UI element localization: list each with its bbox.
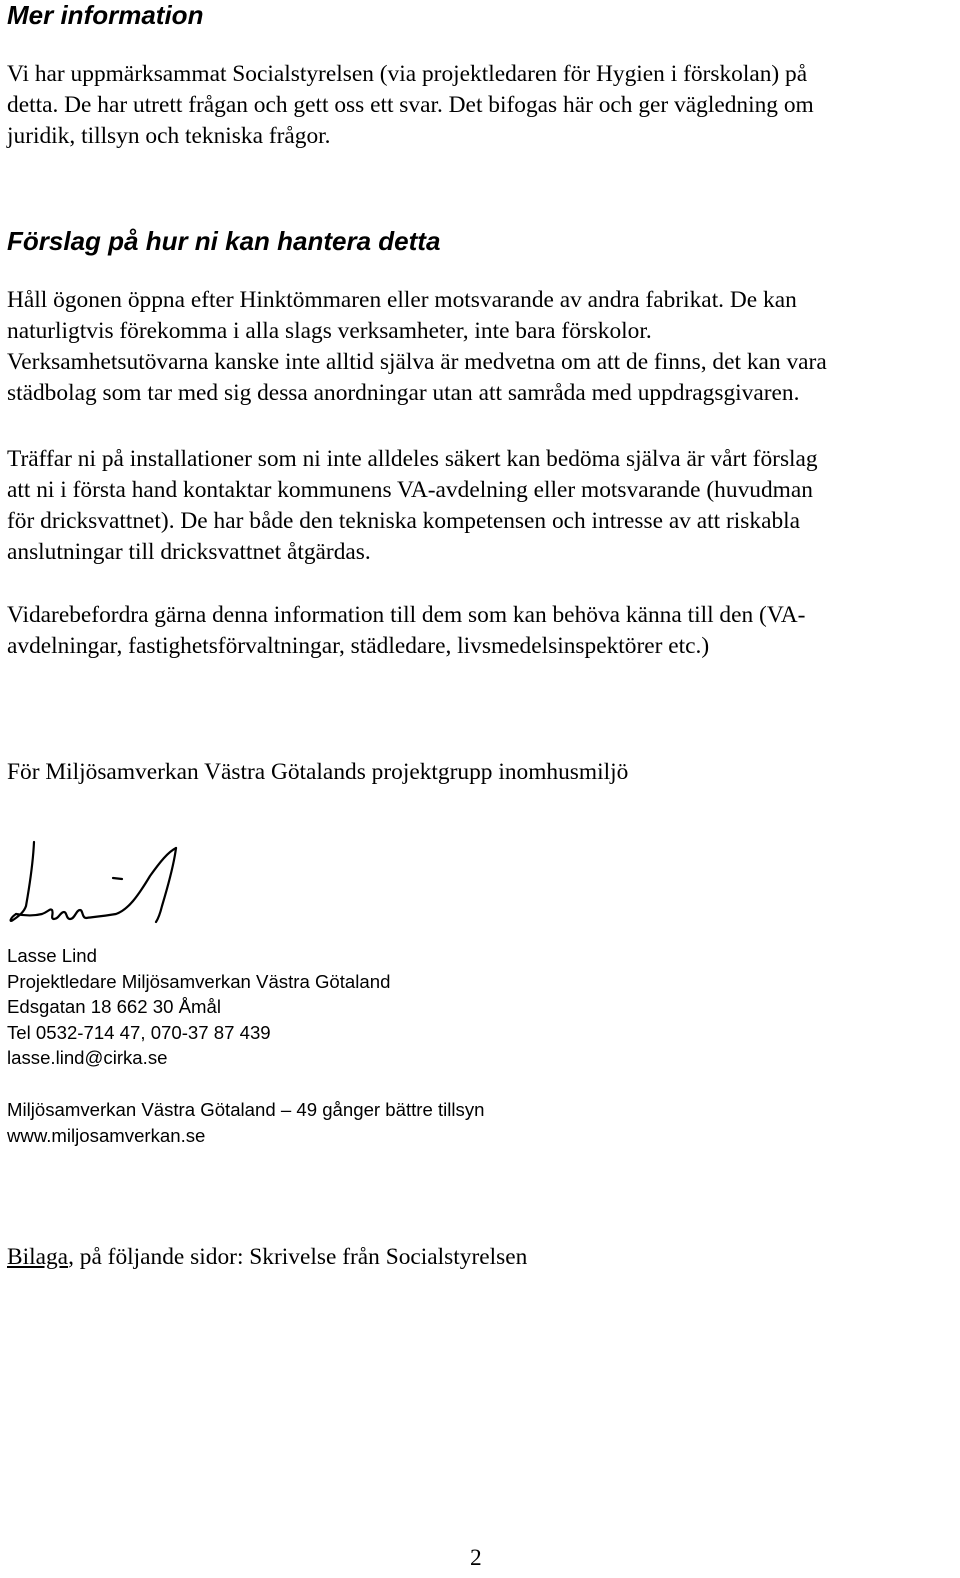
contact-email: lasse.lind@cirka.se — [7, 1047, 168, 1068]
contact-title: Projektledare Miljösamverkan Västra Götaland — [7, 970, 391, 992]
paragraph-line: Träffar ni på installationer som ni inte alldeles säkert kan bedöma själva är vårt förslag — [7, 446, 818, 472]
proposal-paragraph-3 — [7, 600, 957, 662]
paragraph-line: Vi har uppmärksammat Socialstyrelsen (via projektledaren för Hygien i förskolan) på — [7, 61, 808, 87]
attachment-description: , på följande sidor: Skrivelse från Socialstyrelsen — [68, 1244, 528, 1270]
paragraph-line: detta. De har utrett frågan och gett oss ett svar. Det bifogas här och ger vägledning om — [7, 92, 814, 118]
proposal-paragraph-2 — [7, 444, 957, 568]
paragraph-line: juridik, tillsyn och tekniska frågor. — [7, 123, 331, 149]
paragraph-line: naturligtvis förekomma i alla slags verksamheter, inte bara förskolor. — [7, 318, 652, 344]
paragraph-line: avdelningar, fastighetsförvaltningar, städledare, livsmedelsinspektörer etc.) — [7, 633, 710, 659]
proposal-paragraph-1 — [7, 285, 957, 409]
paragraph-line: Håll ögonen öppna efter Hinktömmaren eller motsvarande av andra fabrikat. De kan — [7, 287, 797, 313]
intro-paragraph — [7, 59, 957, 152]
heading-proposal: Förslag på hur ni kan hantera detta — [7, 226, 441, 256]
attachment-label: Bilaga — [7, 1244, 69, 1270]
paragraph-line: anslutningar till dricksvattnet åtgärdas. — [7, 539, 371, 565]
paragraph-line: Verksamhetsutövarna kanske inte alltid själva är medvetna om att de finns, det kan vara — [7, 349, 827, 375]
paragraph-line: Vidarebefordra gärna denna information till dem som kan behöva känna till den (VA- — [7, 602, 806, 628]
contact-phone: Tel 0532-714 47, 070-37 87 439 — [7, 1021, 271, 1043]
attachment-line — [7, 1242, 527, 1273]
contact-address: Edsgatan 18 662 30 Åmål — [7, 996, 221, 1017]
paragraph-line: städbolag som tar med sig dessa anordningar utan att samråda med uppdragsgivaren. — [7, 380, 800, 406]
page-number: 2 — [470, 1545, 482, 1571]
signature-image — [4, 834, 194, 930]
closing-line: För Miljösamverkan Västra Götalands projektgrupp inomhusmiljö — [7, 759, 629, 785]
organization-tagline: Miljösamverkan Västra Götaland – 49 gånger bättre tillsyn — [7, 1099, 485, 1120]
organization-website: www.miljosamverkan.se — [7, 1124, 206, 1146]
paragraph-line: att ni i första hand kontaktar kommunens VA-avdelning eller motsvarande (huvudman — [7, 477, 813, 503]
heading-more-information: Mer information — [7, 0, 204, 30]
contact-block — [7, 943, 390, 1071]
paragraph-line: för dricksvattnet). De har både den tekniska kompetensen och intresse av att riskabla — [7, 508, 801, 534]
organization-block — [7, 1097, 484, 1148]
contact-name: Lasse Lind — [7, 945, 97, 966]
